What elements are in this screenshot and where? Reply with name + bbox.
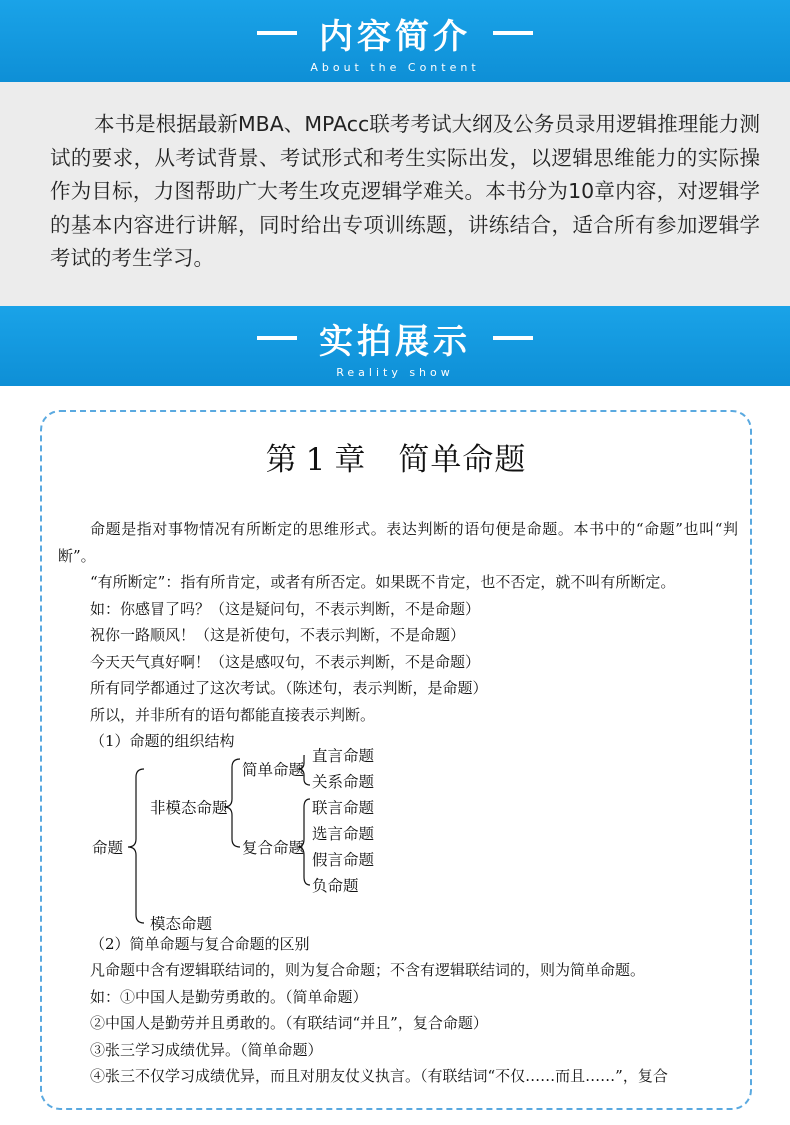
root-bracket [128, 769, 144, 923]
chapter-number: 1 [305, 442, 327, 478]
comparison-example: ④张三不仅学习成绩优异，而且对朋友仗义执言。（有联结词“不仅……而且……”，复合 [90, 1067, 668, 1085]
banner-left-dash [257, 336, 297, 340]
book-page-sample [40, 410, 752, 1110]
banner-right-dash [493, 31, 533, 35]
tree-disjunctive: 选言命题 [312, 824, 375, 843]
tree-non-modal: 非模态命题 [150, 798, 228, 817]
comparison-example: ②中国人是勤劳并且勇敢的。（有联结词“并且”，复合命题） [90, 1014, 488, 1032]
tree-relational: 关系命题 [312, 772, 375, 791]
chapter-suffix: 章 [334, 442, 367, 478]
tree-conjunctive: 联言命题 [312, 798, 375, 817]
rule-line: 凡命题中含有逻辑联结词的，则为复合命题；不含有逻辑联结词的，则为简单命题。 [90, 961, 646, 979]
tree-direct: 直言命题 [312, 746, 375, 765]
tree-simple: 简单命题 [242, 760, 305, 779]
reality-show-banner [0, 306, 790, 386]
banner-left-dash [257, 31, 297, 35]
tree-negative: 负命题 [312, 876, 359, 895]
intro-section [0, 82, 790, 306]
chapter-heading [42, 434, 750, 479]
section-heading-1: （1）命题的组织结构 [90, 732, 235, 750]
banner-title: 内容简介 [319, 16, 471, 57]
definition-paragraph: 命题是指对事物情况有所断定的思维形式。表达判断的语句便是命题。本书中的“命题”也叫“判断”。 [58, 520, 738, 565]
example-line: 如：你感冒了吗？（这是疑问句，不表示判断，不是命题） [90, 599, 481, 618]
example-line: 所有同学都通过了这次考试。（陈述句，表示判断，是命题） [90, 679, 488, 697]
tree-compound: 复合命题 [242, 838, 305, 857]
section-subtitle: Reality show [336, 365, 454, 379]
proposition-structure-tree [72, 746, 738, 933]
banner-subtitle: About the Content [310, 60, 480, 74]
about-content-banner [0, 0, 790, 82]
comparison-example: 如：①中国人是勤劳勇敢的。（简单命题） [90, 987, 368, 1006]
conclusion-line: 所以，并非所有的语句都能直接表示判断。 [90, 705, 376, 724]
comparison-example: ③张三学习成绩优异。（简单命题） [90, 1040, 323, 1059]
assertion-paragraph: “有所断定”：指有所肯定，或者有所否定。如果既不肯定，也不否定，就不叫有所断定。 [90, 573, 676, 591]
section-title: 实拍展示 [319, 321, 471, 362]
banner-right-dash [493, 336, 533, 340]
intro-text: 本书是根据最新MBA、MPAcc联考考试大纲及公务员录用逻辑推理能力测试的要求，从考试背景、考试形式和考生实际出发，以逻辑思维能力的实际操作为目标，力图帮助广大考生攻克逻辑学难关。本书分为10章内容，对逻辑学的基本内容进行讲解，同时给出专项训练题，讲练结合，适合所有参加逻辑学考试的考生学习。 [50, 112, 760, 270]
chapter-prefix: 第 [265, 442, 298, 478]
section-heading-2: （2）简单命题与复合命题的区别 [90, 934, 310, 953]
tree-hypothetical: 假言命题 [312, 850, 375, 869]
tree-root: 命题 [92, 838, 124, 857]
chapter-title: 简单命题 [398, 442, 527, 478]
page-body [58, 516, 738, 1090]
example-line: 今天天气真好啊！（这是感叹句，不表示判断，不是命题） [90, 652, 481, 671]
tree-modal: 模态命题 [150, 914, 213, 933]
example-line: 祝你一路顺风！（这是祈使句，不表示判断，不是命题） [90, 626, 466, 644]
